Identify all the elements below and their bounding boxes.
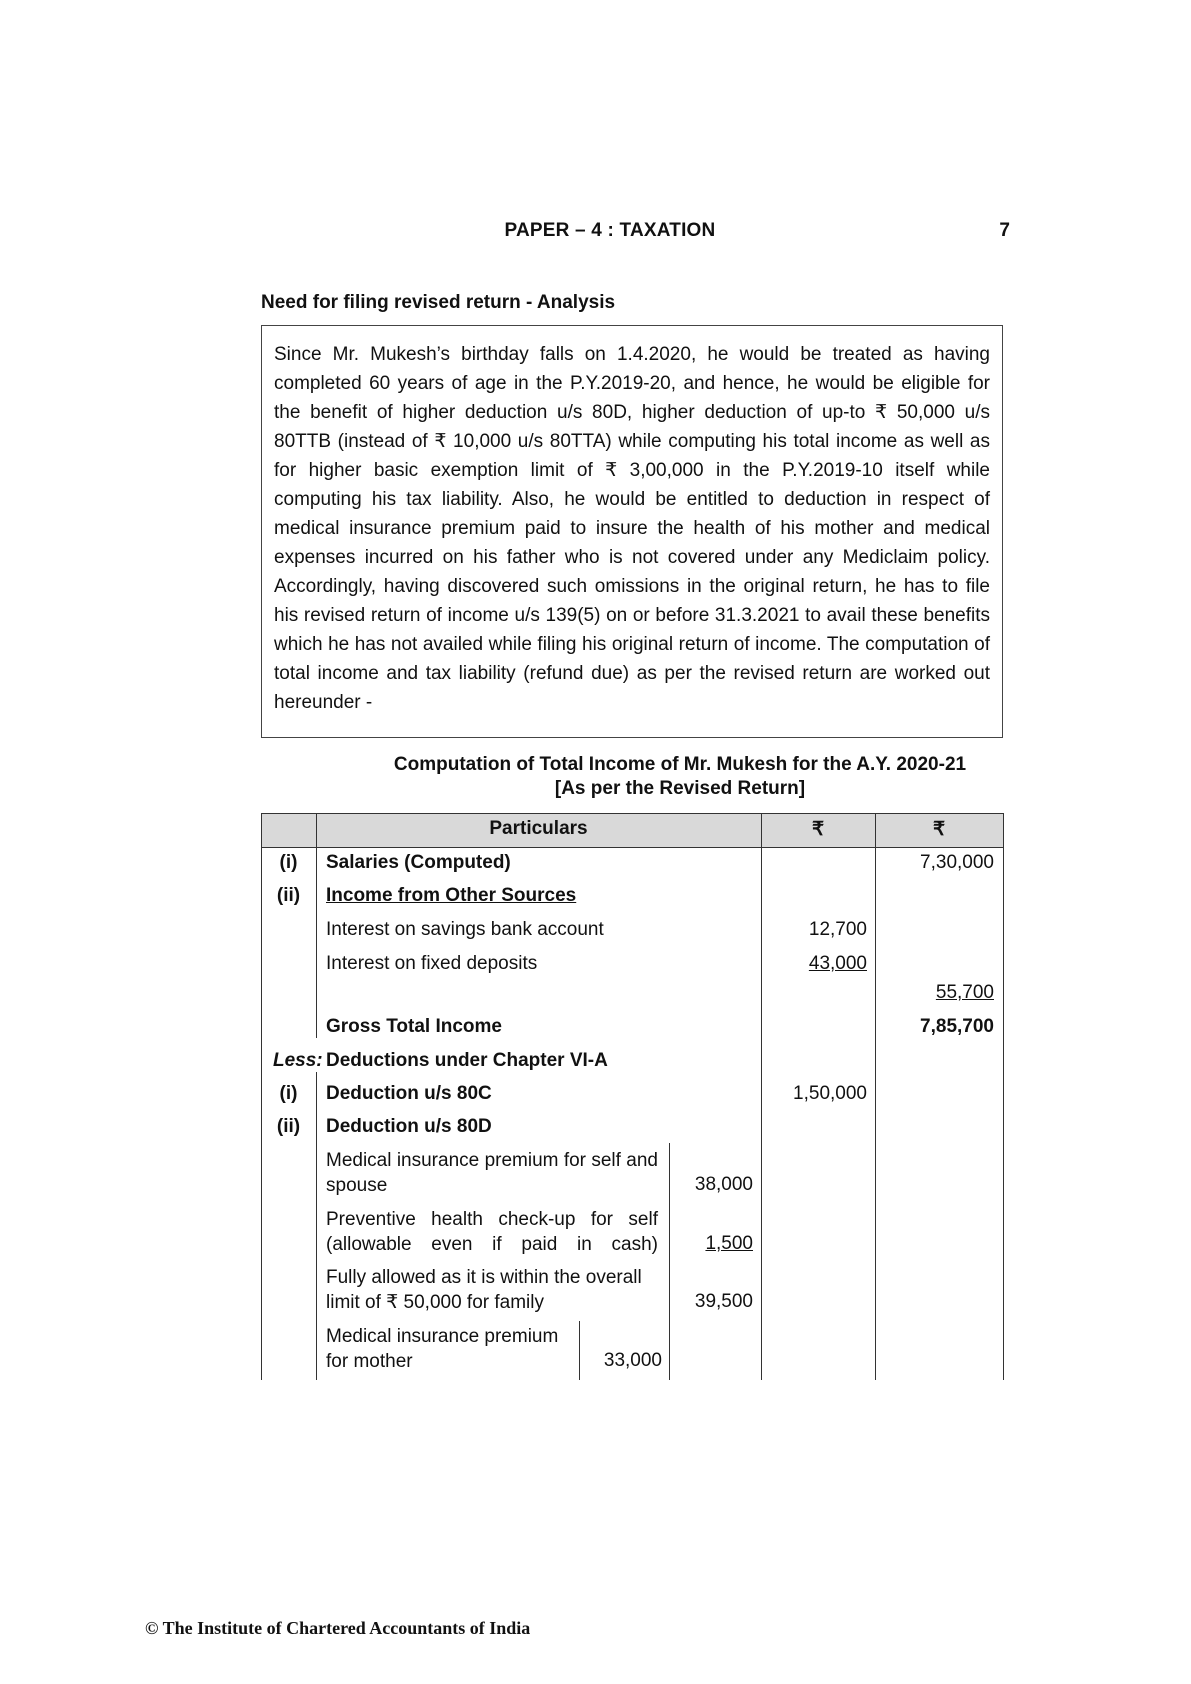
table-left-header-border <box>261 813 262 847</box>
ios-total-amount: 55,700 <box>935 982 994 1003</box>
page-header-title: PAPER – 4 : TAXATION <box>504 220 716 241</box>
gti-amount: 7,85,700 <box>920 1016 994 1037</box>
row-number: (i) <box>279 852 298 873</box>
deductions-label: Deductions under Chapter VI-A <box>326 1050 608 1071</box>
phc-label: Preventive health check-up for self (allowable even if paid in cash) <box>326 1209 658 1255</box>
fd-interest-amount: 43,000 <box>808 953 867 974</box>
fd-interest-label: Interest on fixed deposits <box>326 953 538 974</box>
salaries-label: Salaries (Computed) <box>326 852 511 873</box>
table-top-border <box>261 813 1003 814</box>
col-divider-amount2 <box>875 813 876 1380</box>
col-divider-no-upper <box>316 813 317 1038</box>
mi-self-amount: 38,000 <box>694 1174 753 1195</box>
header-particulars: Particulars <box>489 818 588 839</box>
table-title-line1: Computation of Total Income of Mr. Mukesh for the A.Y. 2020-21 <box>393 754 967 775</box>
table-title <box>380 753 980 801</box>
less-label: Less: <box>273 1050 323 1071</box>
footer-copyright: © The Institute of Chartered Accountants of India <box>145 1618 531 1638</box>
ios-label: Income from Other Sources <box>326 885 577 906</box>
fully-allowed-amount: 39,500 <box>694 1291 753 1312</box>
mi-mother-amount: 33,000 <box>603 1350 662 1371</box>
page-number: 7 <box>999 220 1010 241</box>
analysis-box <box>261 325 1003 738</box>
gti-label: Gross Total Income <box>326 1016 502 1037</box>
analysis-paragraph: Since Mr. Mukesh’s birthday falls on 1.4.2020, he would be treated as having completed 60 years of age in the P.Y.2019-20, and hence, he would be eligible for the benefit of higher deduction u/s 80D, higher deduction of up-to ₹ 50,000 u/s 80TTB (instead of ₹ 10,000 u/s 80TTA) while computing his total income as well as for higher basic exemption limit of ₹ 3,00,000 in the P.Y.2019-10 itself while computing his tax liability. Also, he would be entitled to deduction in respect of medical insurance premium paid to insure the health of his mother and medical expenses incurred on his father who is not covered under any Mediclaim policy. Accordingly, having discovered such omissions in the original return, he has to file his revised return of income u/s 139(5) on or before 31.3.2021 to avail these benefits which he has not availed while filing his original return of income. The computation of total income and tax liability (refund due) as per the revised return are worked out hereunder - <box>274 344 990 713</box>
table-header-border <box>261 847 1003 848</box>
phc-amount: 1,500 <box>705 1233 753 1254</box>
fully-allowed-label: Fully allowed as it is within the overall limit of ₹ 50,000 for family <box>326 1267 642 1313</box>
mi-self-label: Medical insurance premium for self and spouse <box>326 1150 658 1196</box>
mi-mother-label: Medical insurance premium for mother <box>326 1326 559 1372</box>
table-left-border <box>261 847 262 1380</box>
d80d-label: Deduction u/s 80D <box>326 1116 492 1137</box>
row-number: (ii) <box>276 1116 301 1137</box>
col-divider-no-lower <box>316 1072 317 1380</box>
header-rupee-2: ₹ <box>932 819 946 840</box>
table-right-border <box>1003 813 1004 1380</box>
computation-table <box>261 813 1003 1380</box>
row-number: (ii) <box>276 885 301 906</box>
d80c-amount: 1,50,000 <box>793 1083 867 1104</box>
section-heading: Need for filing revised return - Analysis <box>261 292 616 313</box>
d80c-label: Deduction u/s 80C <box>326 1083 492 1104</box>
salaries-amount: 7,30,000 <box>920 852 994 873</box>
header-rupee-1: ₹ <box>811 819 825 840</box>
savings-interest-label: Interest on savings bank account <box>326 919 604 940</box>
row-number: (i) <box>279 1083 298 1104</box>
table-title-line2: [As per the Revised Return] <box>554 778 806 799</box>
savings-interest-amount: 12,700 <box>808 919 867 940</box>
